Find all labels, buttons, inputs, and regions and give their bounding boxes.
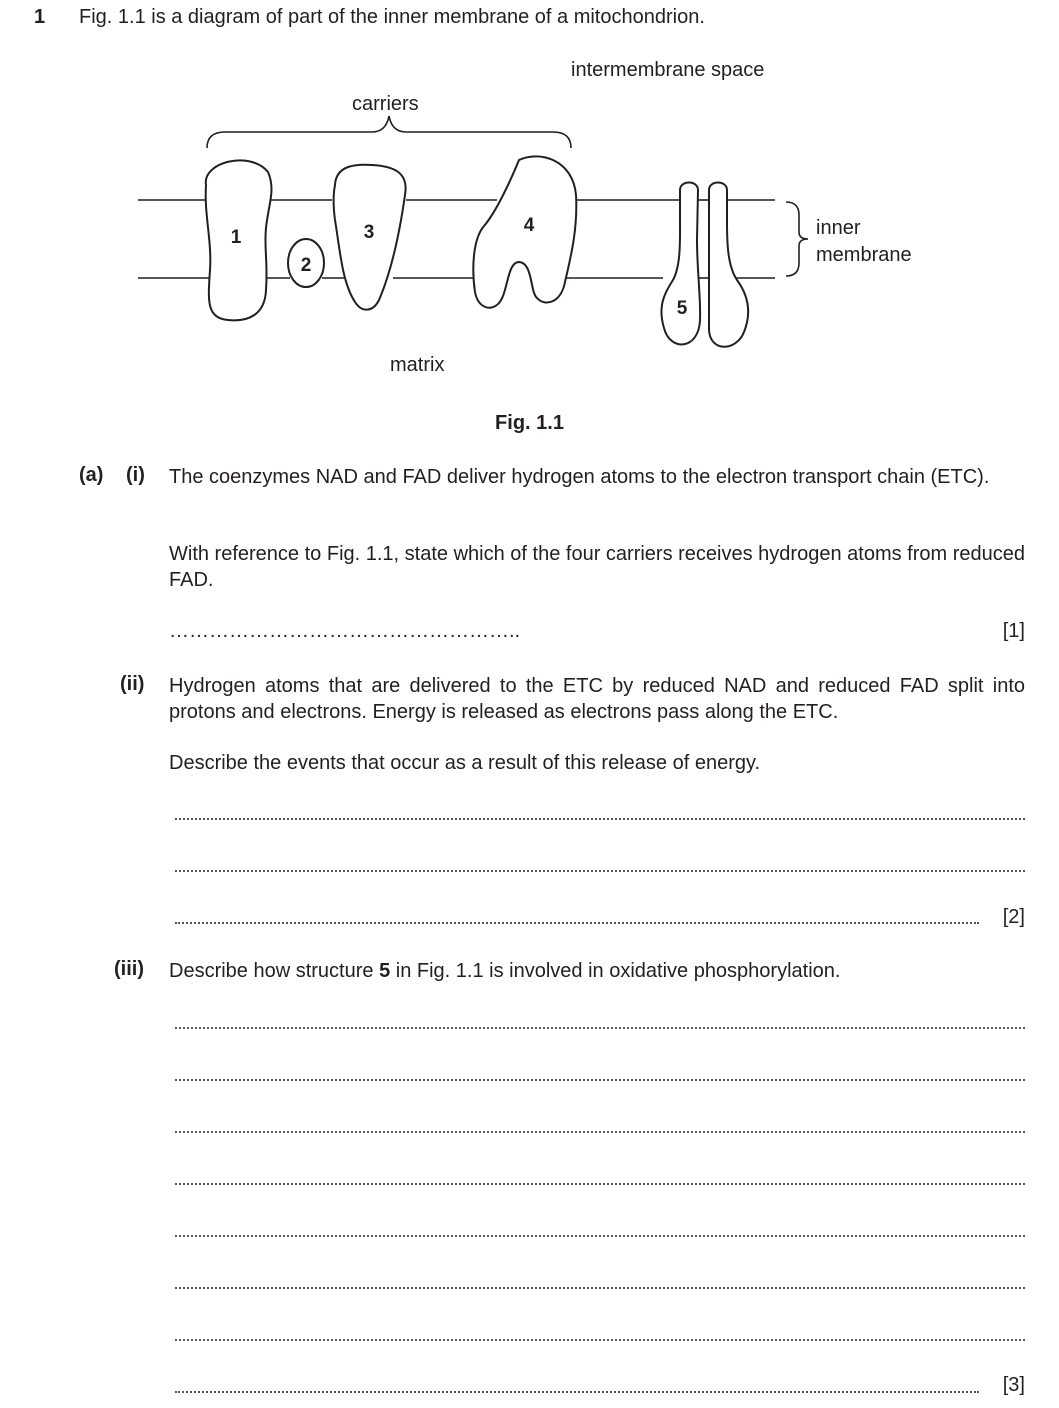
label-matrix: matrix	[390, 354, 445, 376]
label-carriers: carriers	[352, 93, 419, 115]
structure-5-right	[709, 183, 748, 347]
question-number: 1	[34, 6, 46, 28]
part-a-iii-text	[169, 958, 1025, 984]
structure-5-number: 5	[676, 298, 688, 319]
label-intermembrane-space: intermembrane space	[571, 59, 765, 81]
carrier-1-number: 1	[230, 227, 242, 248]
figure-caption: Fig. 1.1	[495, 412, 564, 434]
part-a-i-label: (i)	[126, 464, 145, 486]
question-intro: Fig. 1.1 is a diagram of part of the inner membrane of a mitochondrion.	[79, 6, 705, 28]
part-a-iii-structure-number: 5	[379, 960, 391, 982]
marks-a-i: [1]	[1002, 620, 1025, 642]
answer-line-a-ii-2[interactable]	[175, 870, 1025, 872]
inner-membrane-bracket	[786, 202, 808, 276]
part-a-label: (a)	[79, 464, 104, 486]
label-inner: inner	[816, 217, 861, 239]
carrier-2-number: 2	[300, 255, 312, 276]
part-a-ii-text1: Hydrogen atoms that are delivered to the ETC by reduced NAD and reduced FAD split into protons and electrons. Energy is released as electrons pass along the ETC.	[169, 675, 1025, 723]
mitochondrion-membrane-diagram	[0, 0, 1059, 440]
part-a-ii-text2: Describe the events that occur as a result of this release of energy.	[169, 752, 761, 774]
part-a-i-text2: With reference to Fig. 1.1, state which of the four carriers receives hydrogen atoms from reduced FAD.	[169, 543, 1025, 591]
answer-line-a-iii-7[interactable]	[175, 1339, 1025, 1341]
part-a-i-text1: The coenzymes NAD and FAD deliver hydrogen atoms to the electron transport chain (ETC).	[169, 466, 990, 488]
answer-line-a-i[interactable]: ……………………………………………..	[169, 620, 521, 642]
part-a-iii-text-before: Describe how structure	[169, 960, 380, 982]
answer-line-a-iii-4[interactable]	[175, 1183, 1025, 1185]
answer-line-a-iii-5[interactable]	[175, 1235, 1025, 1237]
carrier-3-number: 3	[363, 222, 375, 243]
part-a-ii-label: (ii)	[120, 673, 145, 695]
answer-line-a-ii-1[interactable]	[175, 818, 1025, 820]
carriers-bracket	[207, 116, 571, 148]
part-a-iii-label: (iii)	[114, 958, 144, 980]
answer-line-a-iii-6[interactable]	[175, 1287, 1025, 1289]
answer-line-a-iii-1[interactable]	[175, 1027, 1025, 1029]
answer-line-a-iii-8[interactable]	[175, 1391, 979, 1393]
carrier-4-number: 4	[523, 215, 535, 236]
answer-line-a-iii-3[interactable]	[175, 1131, 1025, 1133]
answer-line-a-ii-3[interactable]	[175, 922, 979, 924]
answer-line-a-iii-2[interactable]	[175, 1079, 1025, 1081]
marks-a-iii: [3]	[1002, 1374, 1025, 1396]
part-a-iii-text-after: in Fig. 1.1 is involved in oxidative phosphorylation.	[390, 960, 841, 982]
structure-5-left	[661, 183, 700, 345]
marks-a-ii: [2]	[1002, 906, 1025, 928]
label-membrane: membrane	[816, 244, 912, 266]
